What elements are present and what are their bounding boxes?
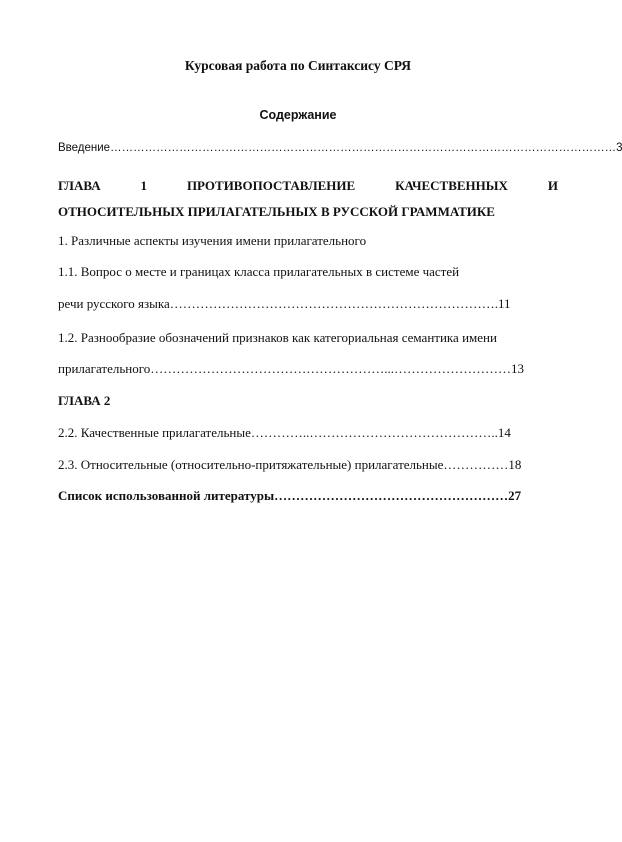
chapter-1-word: И <box>547 178 558 193</box>
toc-entry: 1. Различные аспекты изучения имени прилагательного <box>58 233 367 248</box>
chapter-1-heading-line-2: ОТНОСИТЕЛЬНЫХ ПРИЛАГАТЕЛЬНЫХ В РУССКОЙ ГРАММАТИКЕ <box>58 204 495 219</box>
chapter-1-word: КАЧЕСТВЕННЫХ <box>395 178 508 193</box>
chapter-1-heading-line-1 <box>58 173 558 199</box>
toc-entry-introduction: Введение……………………………………………………………………………………………………………………3 <box>58 142 622 154</box>
toc-entry: 2.3. Относительные (относительно-притяжательные) прилагательные……………18 <box>58 457 522 472</box>
toc-entry-chapter-2: ГЛАВА 2 <box>58 393 111 408</box>
toc-entry: 2.2. Качественные прилагательные…………..……………………………………..14 <box>58 425 511 440</box>
toc-entry: 1.1. Вопрос о месте и границах класса прилагательных в системе частей <box>58 264 460 279</box>
toc-entry-bibliography: Список использованной литературы………………………………………………27 <box>58 488 522 503</box>
toc-heading: Содержание <box>259 108 337 122</box>
toc-entry: 1.2. Разнообразие обозначений признаков как категориальная семантика имени <box>58 330 497 345</box>
chapter-1-word: ПРОТИВОПОСТАВЛЕНИЕ <box>186 178 356 193</box>
document-title: Курсовая работа по Синтаксису СРЯ <box>184 58 412 73</box>
toc-entry: прилагательного………………………………………………...………………………13 <box>58 361 525 376</box>
toc-entry-chapter-1 <box>58 173 558 225</box>
chapter-1-word: ГЛАВА <box>58 178 101 193</box>
toc-entry: речи русского языка………………………………………………………………….11 <box>58 296 511 311</box>
chapter-1-word: 1 <box>140 178 148 193</box>
